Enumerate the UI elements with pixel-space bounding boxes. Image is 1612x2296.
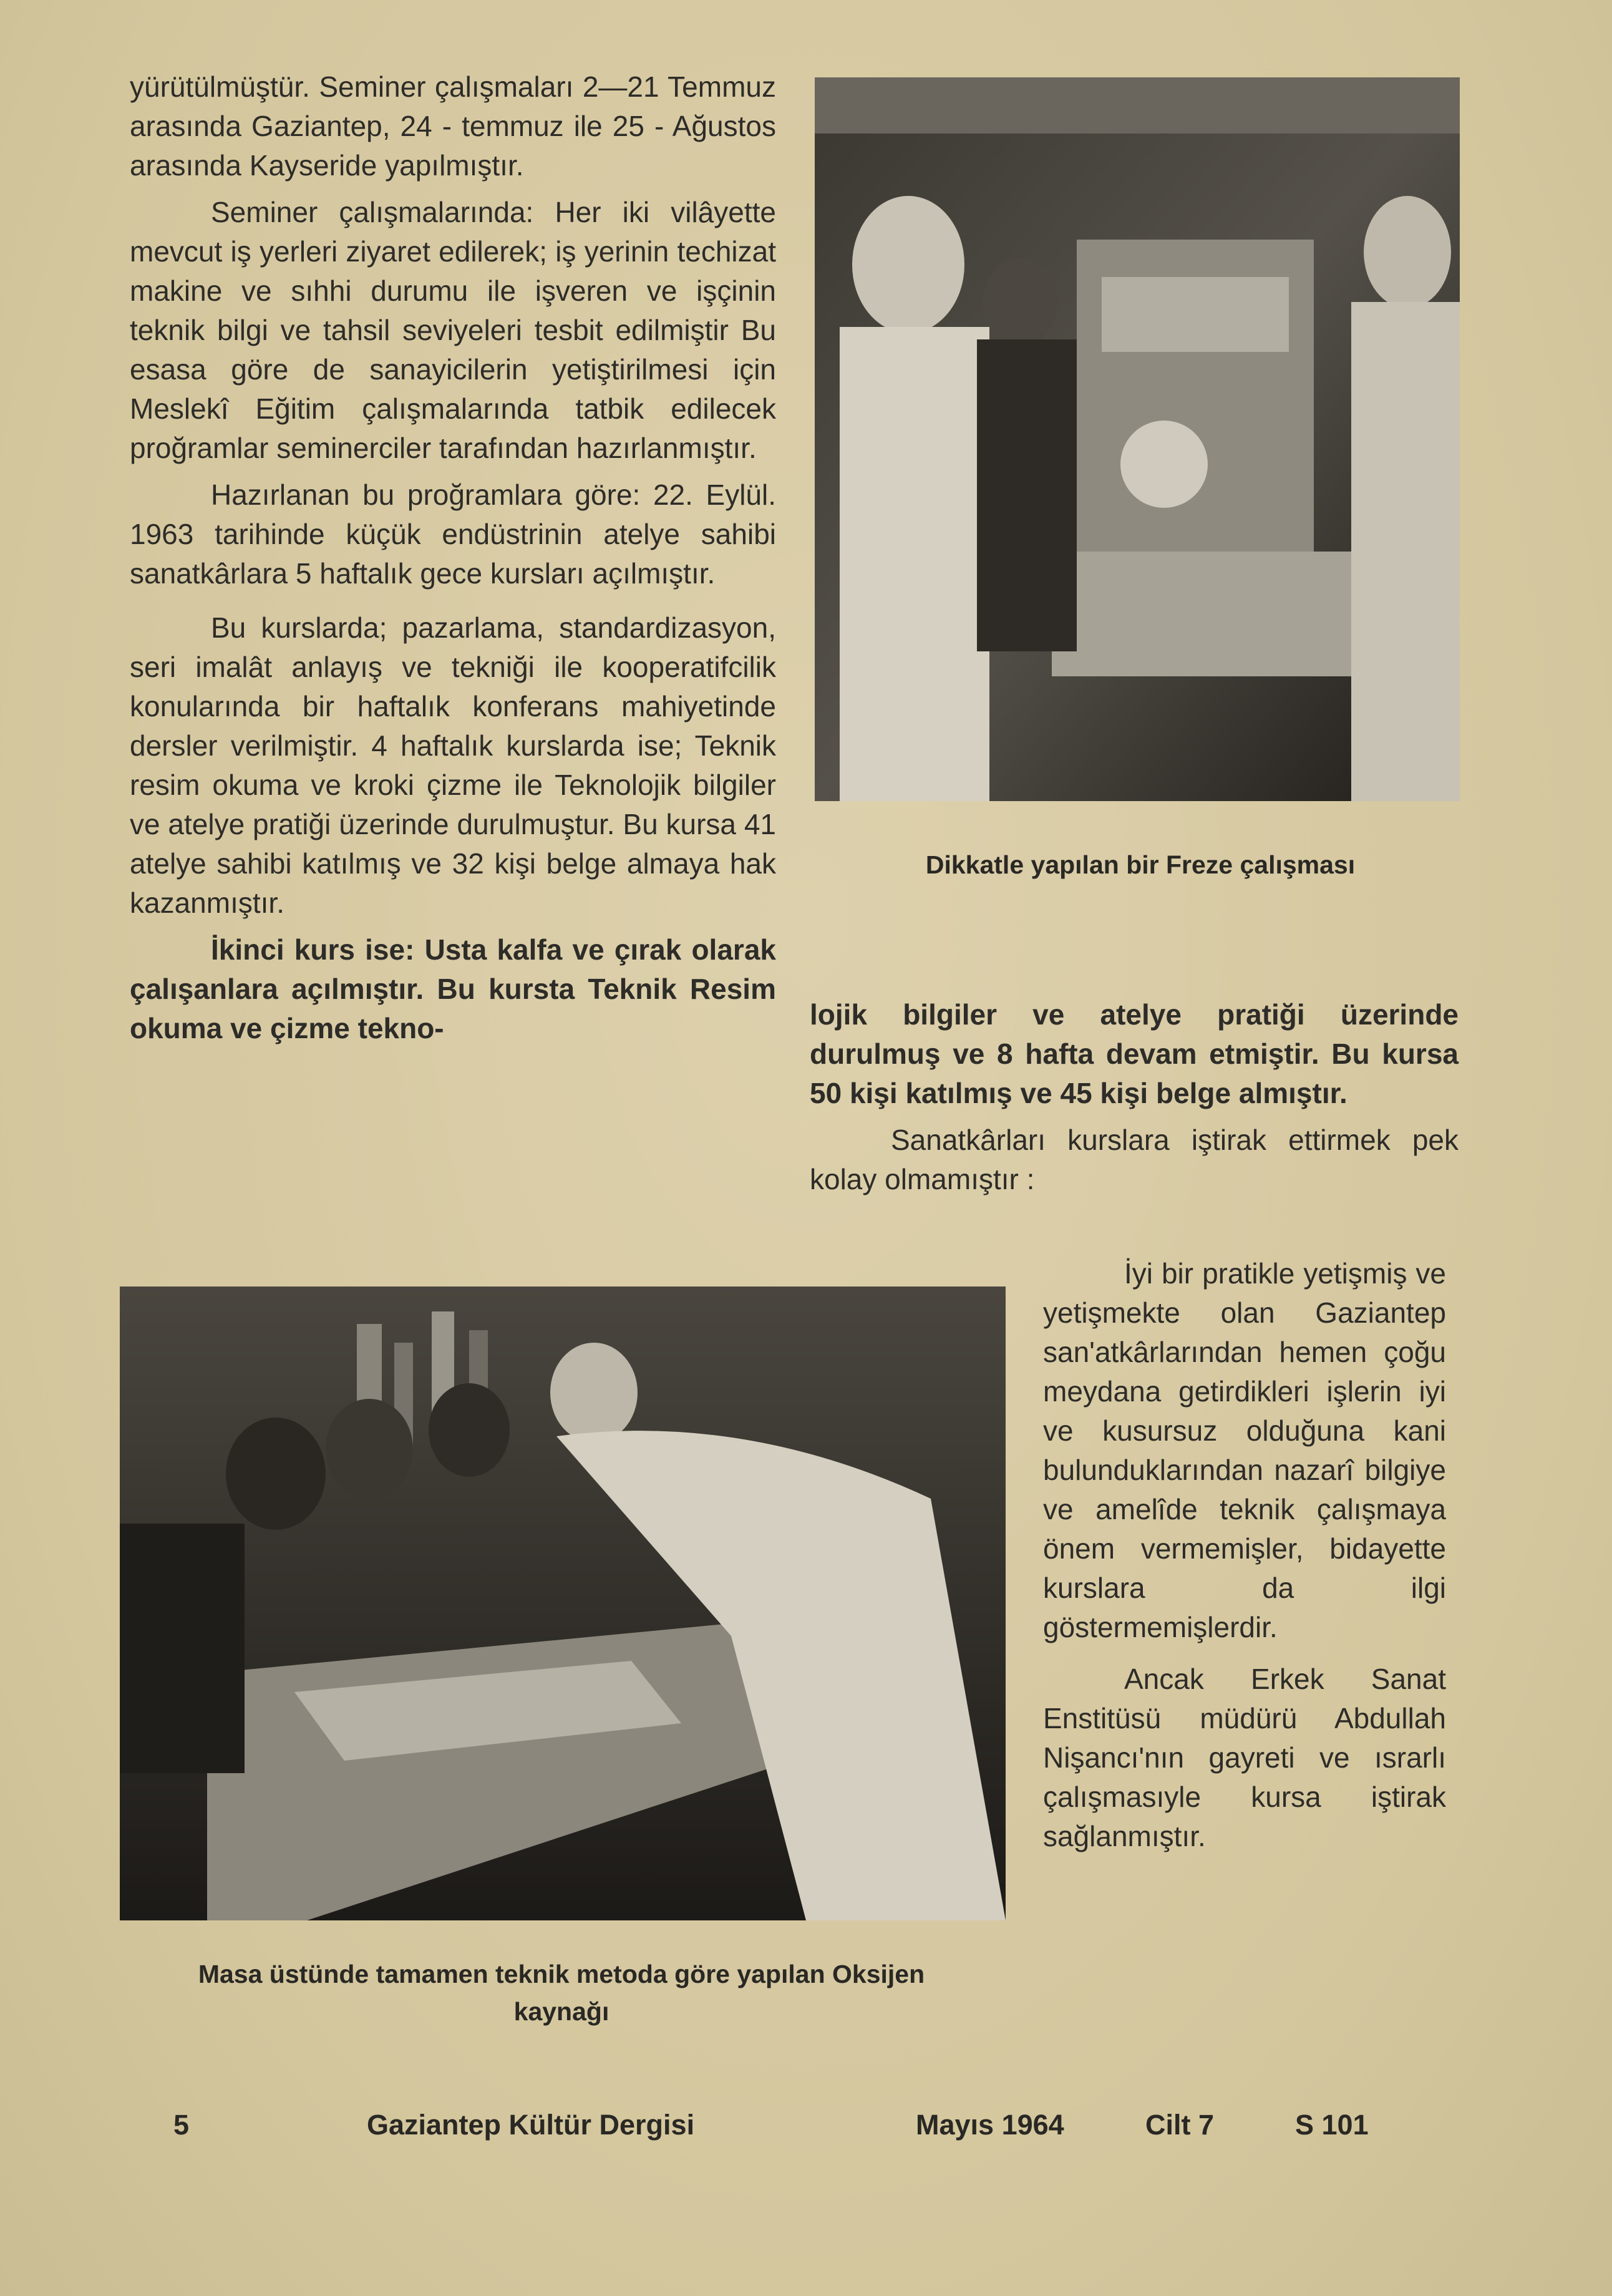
- paragraph: lojik bilgiler ve atelye pratiği üzerinde durulmuş ve 8 hafta devam etmiştir. Bu kursa 50 kişi katılmış ve 45 kişi belge almıştır.: [810, 998, 1459, 1109]
- paragraph: Sanatkârları kurslara iştirak ettirmek pek kolay olmamıştır :: [810, 1124, 1459, 1195]
- top-photo-caption: Dikkatle yapılan bir Freze çalışması: [925, 850, 1356, 879]
- issue-number: S 101: [1295, 2109, 1369, 2141]
- photo-image: [120, 1287, 1006, 1920]
- bottom-photo-caption: Masa üstünde tamamen teknik metoda göre yapılan Oksijen kaynağı: [198, 1960, 925, 2026]
- paragraph: İyi bir pratikle yetişmiş ve yetişmekte olan Gaziantep san'atkârlarından hemen çoğu meydana getirdikleri işlerin iyi ve kusursuz olduğuna kani bulunduklarından nazarî bilgiye ve amelîde teknik çalışmaya önem vermemişler, bidayette kurslara da ilgi göstermemişlerdir.: [1043, 1257, 1446, 1643]
- paragraph: yürütülmüştür. Seminer çalışmaları 2—21 Temmuz arasında Gaziantep, 24 - temmuz ile 25 - Ağustos arasında Kayseride yapılmıştır.: [130, 71, 776, 182]
- page-number: 5: [173, 2109, 190, 2141]
- right-narrow-column: [1043, 1254, 1446, 1864]
- milling-machine-photo: [815, 77, 1460, 801]
- oxygen-welding-photo: [120, 1287, 1006, 1920]
- right-text-column: [810, 995, 1459, 1207]
- paragraph: Bu kurslarda; pazarlama, standardizasyon, seri imalât anlayış ve tekniği ile kooperatifcilik konularında bir haftalık konferans mahiyetinde dersler verilmiştir. 4 haftalık kurslarda ise; Teknik resim okuma ve kroki çizme ile Teknolojik bilgiler ve atelye pratiği üzerinde durulmuştur. Bu kursa 41 atelye sahibi katılmış ve 32 kişi belge almaya hak kazanmıştır.: [130, 611, 776, 919]
- issue-date: Mayıs 1964: [916, 2109, 1064, 2141]
- paragraph: Ancak Erkek Sanat Enstitüsü müdürü Abdullah Nişancı'nın gayreti ve ısrarlı çalışmasıyle kursa iştirak sağlanmıştır.: [1043, 1663, 1446, 1852]
- paragraph: Seminer çalışmalarında: Her iki vilâyette mevcut iş yerleri ziyaret edilerek; iş yerinin techizat makine ve sıhhi durumu ile işveren ve işçinin teknik bilgi ve tahsil seviyeleri tesbit edilmiştir Bu esasa göre de sanayicilerin yetiştirilmesi için Meslekî Eğitim çalışmalarında tatbik edilecek proğramlar seminerciler tarafından hazırlanmıştır.: [130, 196, 776, 464]
- photo-image: [815, 77, 1460, 801]
- paragraph: İkinci kurs ise: Usta kalfa ve çırak olarak çalışanlara açılmıştır. Bu kursta Teknik Resim okuma ve çizme tekno-: [130, 933, 776, 1044]
- journal-title: Gaziantep Kültür Dergisi: [367, 2109, 695, 2141]
- paragraph: Hazırlanan bu proğramlara göre: 22. Eylül. 1963 tarihinde küçük endüstrinin atelye sahibi sanatkârlara 5 haftalık gece kursları açılmıştır.: [130, 479, 776, 590]
- volume-number: Cilt 7: [1145, 2109, 1215, 2141]
- left-text-column: [130, 67, 776, 1056]
